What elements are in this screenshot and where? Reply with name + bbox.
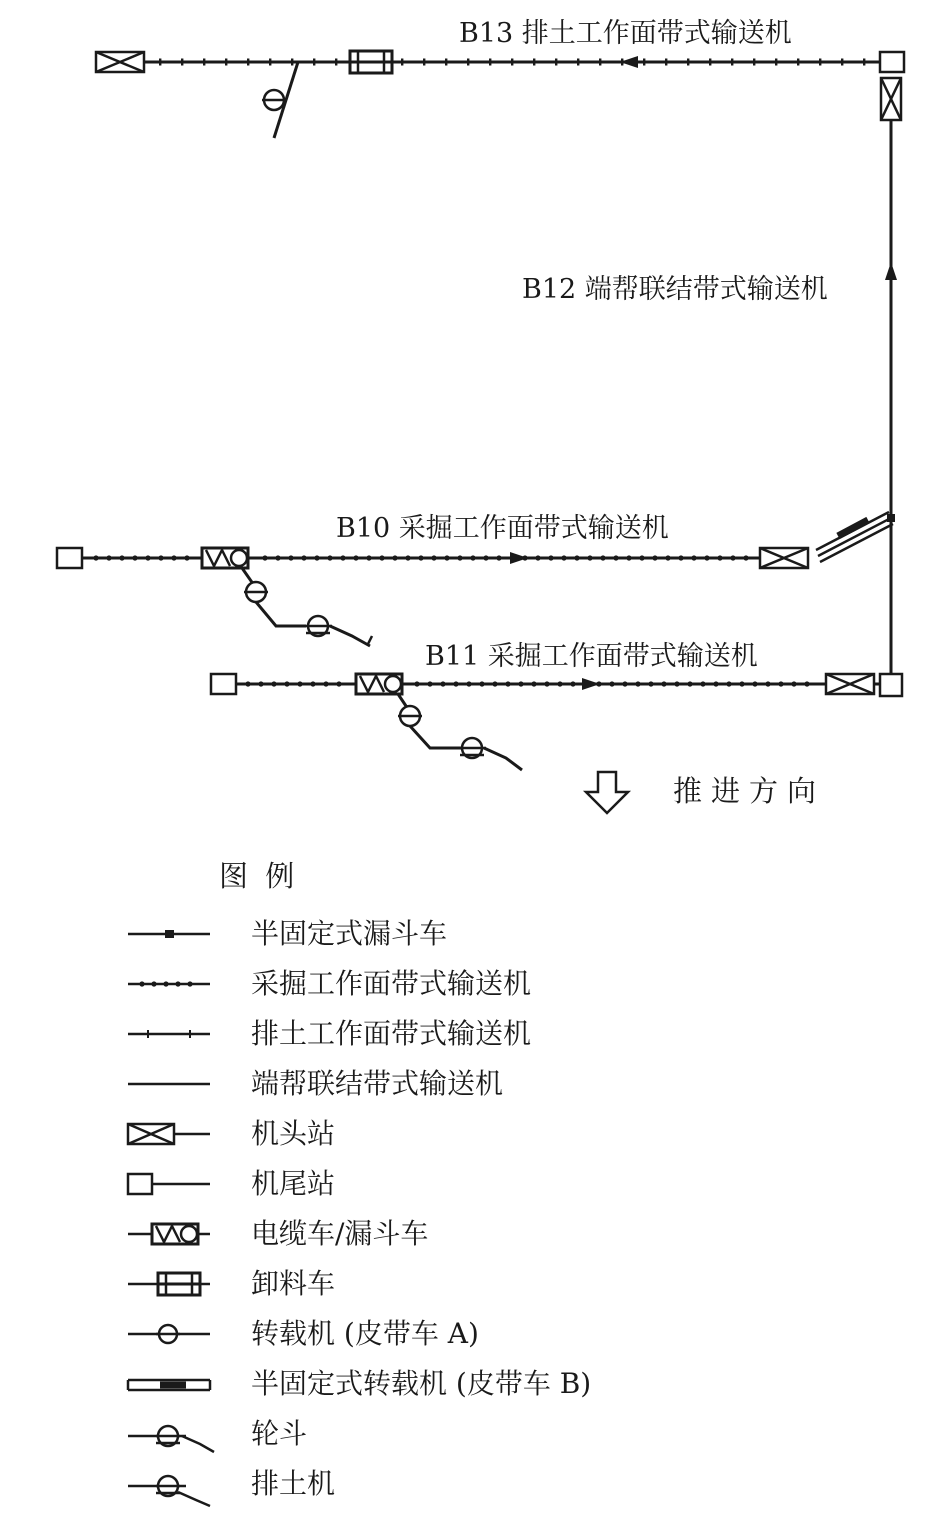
legend-label-spreader: 排土机 <box>251 1467 336 1500</box>
conveyor-tick <box>247 59 249 66</box>
b12-label: B12 端帮联结带式输送机 <box>522 274 828 305</box>
conveyor-tick <box>797 59 799 66</box>
b10-conveyor-line <box>82 552 760 564</box>
conveyor-dot <box>184 555 189 560</box>
conveyor-dot <box>752 681 757 686</box>
conveyor-dot <box>284 681 289 686</box>
conveyor-dot <box>418 555 423 560</box>
b11-conveyor-line <box>236 678 880 690</box>
conveyor-dot <box>544 681 549 686</box>
conveyor-tick <box>467 59 469 66</box>
conveyor-dot <box>414 681 419 686</box>
conveyor-tick <box>819 59 821 66</box>
conveyor-dot <box>661 681 666 686</box>
conveyor-dot <box>106 555 111 560</box>
conveyor-tick <box>511 59 513 66</box>
b10-head-station-icon <box>760 548 808 568</box>
conveyor-dot <box>314 555 319 560</box>
conveyor-tick <box>335 59 337 66</box>
conveyor-dot <box>804 681 809 686</box>
conveyor-dot <box>691 555 696 560</box>
conveyor-tick <box>599 59 601 66</box>
conveyor-dot <box>93 555 98 560</box>
b10-bucket-wheel-chain <box>242 568 372 646</box>
b11-flow-arrow <box>582 678 600 690</box>
conveyor-dot <box>639 555 644 560</box>
conveyor-dot <box>444 555 449 560</box>
advance-direction-arrow-icon <box>586 772 628 813</box>
conveyor-dot <box>652 555 657 560</box>
conveyor-dot <box>531 681 536 686</box>
conveyor-dot <box>262 555 267 560</box>
legend-label-semi-fixed-transfer: 半固定式转载机 (皮带车 B) <box>251 1367 592 1400</box>
b11-tail-station-icon <box>211 674 236 694</box>
conveyor-dot <box>730 555 735 560</box>
conveyor-dot <box>453 681 458 686</box>
b13-tail-station-icon <box>880 52 904 72</box>
conveyor-tick <box>533 59 535 66</box>
conveyor-dot <box>158 555 163 560</box>
b12-flow-arrow <box>885 262 897 280</box>
conveyor-dot <box>327 555 332 560</box>
legend-dumping-face-conveyor-icon <box>128 1030 210 1038</box>
conveyor-dot <box>791 681 796 686</box>
conveyor-tick <box>225 59 227 66</box>
legend-label-transfer-machine: 转载机 (皮带车 A) <box>251 1317 479 1350</box>
conveyor-dot <box>245 681 250 686</box>
conveyor-dot <box>405 555 410 560</box>
conveyor-dot <box>600 555 605 560</box>
conveyor-dot <box>427 681 432 686</box>
conveyor-dot <box>665 555 670 560</box>
conveyor-dot <box>548 555 553 560</box>
legend-label-mining-face-conveyor: 采掘工作面带式输送机 <box>251 967 532 1000</box>
conveyor-dot <box>635 681 640 686</box>
conveyor-dot <box>687 681 692 686</box>
conveyor-dot <box>678 555 683 560</box>
conveyor-dot <box>288 555 293 560</box>
conveyor-dot <box>479 681 484 686</box>
b13-flow-arrow <box>620 56 638 68</box>
conveyor-dot <box>340 555 345 560</box>
conveyor-dot <box>440 681 445 686</box>
conveyor-dot <box>717 555 722 560</box>
conveyor-dot <box>457 555 462 560</box>
legend-tripper-car-icon <box>128 1273 210 1295</box>
conveyor-dot <box>587 555 592 560</box>
conveyor-dot <box>626 555 631 560</box>
conveyor-tick <box>687 59 689 66</box>
conveyor-dot <box>535 555 540 560</box>
conveyor-tick <box>489 59 491 66</box>
legend-semi-fixed-hopper-car-icon <box>128 930 210 938</box>
conveyor-dot <box>570 681 575 686</box>
legend-head-station-icon <box>128 1124 210 1144</box>
legend-bucket-wheel-icon <box>128 1426 214 1452</box>
legend-label-end-slope-conveyor: 端帮联结带式输送机 <box>251 1067 504 1100</box>
conveyor-dot <box>613 555 618 560</box>
b11-label: B11 采掘工作面带式输送机 <box>425 641 758 672</box>
b12-tail-station-icon <box>880 674 902 696</box>
b13-tripper-car-icon <box>350 51 392 73</box>
conveyor-dot <box>171 555 176 560</box>
legend-label-cable-hopper-car: 电缆车/漏斗车 <box>251 1217 429 1250</box>
legend-semi-fixed-transfer-icon <box>128 1380 210 1390</box>
legend-label-dumping-face-conveyor: 排土工作面带式输送机 <box>251 1017 532 1050</box>
b12-head-station-icon <box>881 78 901 120</box>
conveyor-tick <box>291 59 293 66</box>
b10-flow-arrow <box>510 552 528 564</box>
conveyor-dot <box>379 555 384 560</box>
conveyor-tick <box>445 59 447 66</box>
conveyor-tick <box>555 59 557 66</box>
conveyor-dot <box>470 555 475 560</box>
legend-label-head-station: 机头站 <box>251 1117 336 1150</box>
conveyor-dot <box>275 555 280 560</box>
conveyor-dot <box>739 681 744 686</box>
conveyor-dot <box>310 681 315 686</box>
conveyor-tick <box>643 59 645 66</box>
legend-spreader-icon <box>128 1476 210 1506</box>
b11-head-station-icon <box>826 674 874 694</box>
conveyor-tick <box>863 59 865 66</box>
b13-spreader-icon <box>262 62 298 138</box>
b12-conveyor-line <box>885 120 897 674</box>
conveyor-tick <box>423 59 425 66</box>
conveyor-dot <box>271 681 276 686</box>
conveyor-tick <box>269 59 271 66</box>
conveyor-tick <box>577 59 579 66</box>
b13-conveyor-line <box>144 56 880 68</box>
conveyor-tick <box>841 59 843 66</box>
conveyor-dot <box>496 555 501 560</box>
legend-tail-station-icon <box>128 1174 210 1194</box>
legend-transfer-machine-icon <box>128 1325 210 1343</box>
conveyor-dot <box>119 555 124 560</box>
legend-label-semi-fixed-hopper-car: 半固定式漏斗车 <box>251 917 448 950</box>
b11-bucket-wheel-chain <box>398 694 522 770</box>
semi-fixed-transfer-icon <box>816 512 895 562</box>
conveyor-tick <box>159 59 161 66</box>
conveyor-dot <box>258 681 263 686</box>
conveyor-tick <box>401 59 403 66</box>
conveyor-dot <box>778 681 783 686</box>
b11-cable-hopper-car-icon <box>356 674 402 694</box>
conveyor-tick <box>731 59 733 66</box>
conveyor-dot <box>366 555 371 560</box>
b13-head-station-icon <box>96 52 144 72</box>
conveyor-dot <box>713 681 718 686</box>
legend-label-tripper-car: 卸料车 <box>251 1267 336 1300</box>
conveyor-dot <box>704 555 709 560</box>
b13-label: B13 排土工作面带式输送机 <box>459 18 792 49</box>
conveyor-dot <box>145 555 150 560</box>
b10-label: B10 采掘工作面带式输送机 <box>336 513 669 544</box>
b10-tail-station-icon <box>57 548 82 568</box>
conveyor-dot <box>392 555 397 560</box>
conveyor-dot <box>353 555 358 560</box>
conveyor-tick <box>775 59 777 66</box>
legend-symbols <box>128 930 214 1506</box>
conveyor-dot <box>483 555 488 560</box>
conveyor-tick <box>313 59 315 66</box>
conveyor-dot <box>132 555 137 560</box>
conveyor-dot <box>622 681 627 686</box>
conveyor-dot <box>609 681 614 686</box>
legend-label-bucket-wheel: 轮斗 <box>251 1417 308 1450</box>
conveyor-dot <box>518 681 523 686</box>
conveyor-dot <box>505 681 510 686</box>
legend-mining-face-conveyor-icon <box>128 981 210 986</box>
conveyor-dot <box>648 681 653 686</box>
conveyor-dot <box>561 555 566 560</box>
conveyor-dot <box>743 555 748 560</box>
conveyor-tick <box>709 59 711 66</box>
conveyor-tick <box>753 59 755 66</box>
conveyor-dot <box>492 681 497 686</box>
legend-cable-hopper-car-icon <box>128 1224 210 1244</box>
conveyor-dot <box>700 681 705 686</box>
advance-direction-label: 推进方向 <box>673 774 826 808</box>
conveyor-dot <box>301 555 306 560</box>
legend-title: 图 例 <box>219 859 299 893</box>
conveyor-dot <box>336 681 341 686</box>
conveyor-dot <box>431 555 436 560</box>
conveyor-dot <box>323 681 328 686</box>
conveyor-tick <box>203 59 205 66</box>
conveyor-dot <box>674 681 679 686</box>
conveyor-dot <box>297 681 302 686</box>
conveyor-dot <box>557 681 562 686</box>
b10-cable-hopper-car-icon <box>202 548 248 568</box>
conveyor-tick <box>665 59 667 66</box>
conveyor-dot <box>726 681 731 686</box>
conveyor-tick <box>181 59 183 66</box>
conveyor-dot <box>466 681 471 686</box>
legend-label-tail-station: 机尾站 <box>251 1167 336 1200</box>
conveyor-dot <box>574 555 579 560</box>
conveyor-dot <box>765 681 770 686</box>
